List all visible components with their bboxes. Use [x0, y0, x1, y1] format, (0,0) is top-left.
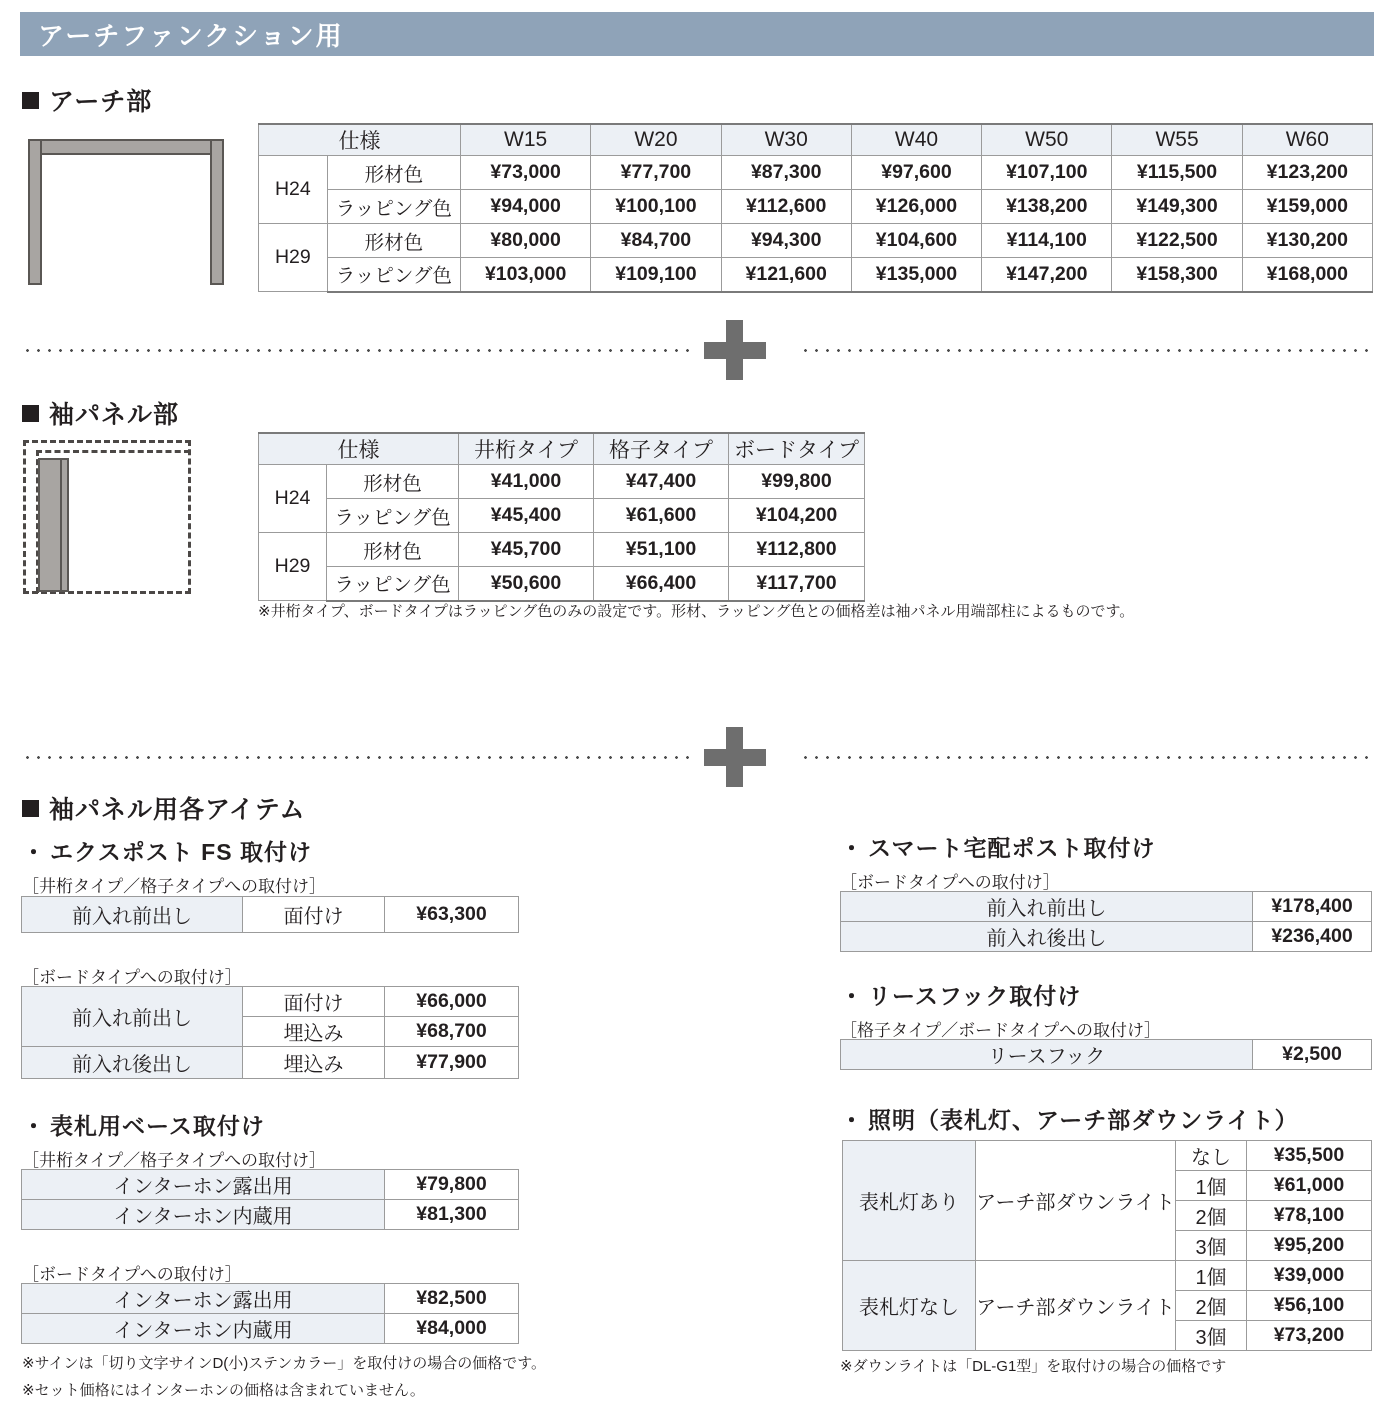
expost2-name: 前入れ後出し: [22, 1047, 243, 1079]
panel-price-table: [258, 432, 865, 602]
arch-price: ¥109,100: [591, 258, 721, 292]
arch-price: ¥84,700: [591, 224, 721, 258]
panel-col-board: ボードタイプ: [729, 433, 865, 465]
arch-price: ¥130,200: [1242, 224, 1372, 258]
bullet-dot-icon: ・: [840, 983, 864, 1009]
leasehook-name: リースフック: [841, 1040, 1253, 1070]
section-heading-items: [22, 790, 306, 826]
arch-price-table: [258, 123, 1373, 293]
expost1-name: 前入れ前出し: [22, 897, 243, 933]
panel-price: ¥41,000: [459, 465, 594, 499]
arch-price: ¥135,000: [851, 258, 981, 292]
lighting-downlight-label: アーチ部ダウンライト: [976, 1261, 1176, 1351]
smartpost-name: 前入れ前出し: [841, 892, 1253, 922]
lighting-price: ¥73,200: [1247, 1321, 1372, 1351]
table-row: [843, 1261, 1372, 1291]
expost2-mount: 埋込み: [243, 1017, 385, 1047]
expost1-price: ¥63,300: [385, 897, 519, 933]
nameplate1-name: インターホン内蔵用: [22, 1200, 385, 1230]
nameplate-note-1: ※サインは「切り文字サインD(小)ステンカラー」を取付けの場合の価格です。: [22, 1355, 547, 1372]
plus-icon: [704, 727, 766, 787]
lighting-qty: なし: [1176, 1141, 1247, 1171]
section-heading-items-label: 袖パネル用各アイテム: [49, 796, 306, 824]
section-heading-panel: [22, 395, 179, 431]
panel-price: ¥66,400: [594, 567, 729, 601]
arch-price: ¥112,600: [721, 190, 851, 224]
panel-finish-label: ラッピング色: [327, 499, 459, 533]
nameplate-sub2: ［ボードタイプへの取付け］: [22, 1265, 242, 1284]
arch-price: ¥73,000: [460, 156, 590, 190]
lighting-note: ※ダウンライトは「DL-G1型」を取付けの場合の価格です: [840, 1358, 1227, 1375]
arch-price: ¥158,300: [1112, 258, 1242, 292]
nameplate1-price: ¥79,800: [385, 1170, 519, 1200]
table-row: [22, 1170, 519, 1200]
arch-price: ¥126,000: [851, 190, 981, 224]
table-row: [259, 465, 865, 499]
section-heading-arch-label: アーチ部: [49, 88, 153, 116]
expost2-price: ¥66,000: [385, 987, 519, 1017]
arch-col-w15: W15: [460, 124, 590, 156]
panel-col-igeta: 井桁タイプ: [459, 433, 594, 465]
nameplate-table-1: [21, 1169, 519, 1230]
subsection-leasehook-label: リースフック取付け: [868, 983, 1082, 1009]
table-row: [22, 987, 519, 1017]
panel-height-h29: H29: [259, 533, 327, 601]
arch-price: ¥87,300: [721, 156, 851, 190]
expost2-price: ¥68,700: [385, 1017, 519, 1047]
panel-edge-post: [60, 458, 69, 592]
panel-price: ¥45,400: [459, 499, 594, 533]
panel-price: ¥50,600: [459, 567, 594, 601]
panel-height-h24: H24: [259, 465, 327, 533]
panel-table-note: ※井桁タイプ、ボードタイプはラッピング色のみの設定です。形材、ラッピング色との価格差は袖パネル用端部柱によるものです。: [258, 603, 1135, 620]
table-row: [259, 533, 865, 567]
separator-dots-right: [800, 756, 1372, 759]
table-row: [22, 1284, 519, 1314]
lighting-lamp-without: 表札灯なし: [843, 1261, 976, 1351]
lighting-qty: 1個: [1176, 1261, 1247, 1291]
table-row: [259, 567, 865, 601]
bullet-dot-icon: ・: [22, 839, 46, 865]
table-row: [841, 922, 1372, 952]
nameplate2-name: インターホン内蔵用: [22, 1314, 385, 1344]
lighting-price: ¥78,100: [1247, 1201, 1372, 1231]
arch-price: ¥107,100: [982, 156, 1112, 190]
table-row: [22, 1047, 519, 1079]
separator-dots-left: [22, 349, 694, 352]
nameplate-note-2: ※セット価格にはインターホンの価格は含まれていません。: [22, 1382, 425, 1399]
page-title: アーチファンクション用: [38, 20, 344, 51]
panel-finish-label: ラッピング色: [327, 567, 459, 601]
arch-spec-header: 仕様: [259, 124, 461, 156]
subsection-expost-label: エクスポスト FS 取付け: [50, 839, 312, 865]
plus-icon: [704, 320, 766, 380]
nameplate2-name: インターホン露出用: [22, 1284, 385, 1314]
lighting-qty: 2個: [1176, 1201, 1247, 1231]
subsection-smartpost-label: スマート宅配ポスト取付け: [868, 835, 1156, 861]
arch-col-w30: W30: [721, 124, 851, 156]
table-row: [259, 258, 1373, 292]
table-row: [259, 156, 1373, 190]
panel-price: ¥99,800: [729, 465, 865, 499]
leasehook-table: [840, 1039, 1372, 1070]
arch-height-h24: H24: [259, 156, 328, 224]
expost2-name: 前入れ前出し: [22, 987, 243, 1047]
arch-price: ¥94,000: [460, 190, 590, 224]
arch-col-w50: W50: [982, 124, 1112, 156]
lighting-qty: 3個: [1176, 1321, 1247, 1351]
lighting-price: ¥56,100: [1247, 1291, 1372, 1321]
page-title-bar: [20, 12, 1374, 56]
subsection-expost-title: [22, 834, 312, 867]
arch-price: ¥122,500: [1112, 224, 1242, 258]
arch-price: ¥103,000: [460, 258, 590, 292]
panel-price: ¥104,200: [729, 499, 865, 533]
arch-finish-label: 形材色: [327, 156, 460, 190]
bullet-dot-icon: ・: [840, 835, 864, 861]
panel-price: ¥112,800: [729, 533, 865, 567]
separator-plus-2: [0, 727, 1394, 787]
arch-price: ¥115,500: [1112, 156, 1242, 190]
leasehook-sub: ［格子タイプ／ボードタイプへの取付け］: [840, 1021, 1161, 1040]
lighting-qty: 2個: [1176, 1291, 1247, 1321]
arch-post-left: [28, 139, 42, 285]
arch-price: ¥104,600: [851, 224, 981, 258]
panel-finish-label: 形材色: [327, 465, 459, 499]
panel-price: ¥61,600: [594, 499, 729, 533]
table-row: [259, 224, 1373, 258]
panel-price: ¥45,700: [459, 533, 594, 567]
arch-price: ¥114,100: [982, 224, 1112, 258]
subsection-nameplate-label: 表札用ベース取付け: [50, 1113, 265, 1139]
table-row: [843, 1141, 1372, 1171]
arch-col-w55: W55: [1112, 124, 1242, 156]
subsection-leasehook-title: [840, 978, 1081, 1011]
table-row: [841, 1040, 1372, 1070]
separator-plus-1: [0, 320, 1394, 380]
subsection-lighting-label: 照明（表札灯、アーチ部ダウンライト）: [868, 1107, 1299, 1133]
nameplate2-price: ¥82,500: [385, 1284, 519, 1314]
table-row: [841, 892, 1372, 922]
lighting-price: ¥35,500: [1247, 1141, 1372, 1171]
arch-beam: [28, 139, 224, 155]
arch-price: ¥80,000: [460, 224, 590, 258]
separator-dots-left: [22, 756, 694, 759]
section-heading-panel-label: 袖パネル部: [49, 401, 180, 429]
separator-dots-right: [800, 349, 1372, 352]
smartpost-price: ¥178,400: [1253, 892, 1372, 922]
expost-sub1: ［井桁タイプ／格子タイプへの取付け］: [22, 877, 326, 896]
subsection-lighting-title: [840, 1102, 1299, 1135]
nameplate-sub1: ［井桁タイプ／格子タイプへの取付け］: [22, 1151, 326, 1170]
arch-price: ¥147,200: [982, 258, 1112, 292]
smartpost-price: ¥236,400: [1253, 922, 1372, 952]
panel-slab: [38, 458, 62, 592]
table-row: [22, 1314, 519, 1344]
smartpost-table: [840, 891, 1372, 952]
lighting-qty: 3個: [1176, 1231, 1247, 1261]
panel-price: ¥47,400: [594, 465, 729, 499]
expost-table-1: [21, 896, 519, 933]
arch-price: ¥149,300: [1112, 190, 1242, 224]
arch-finish-label: 形材色: [327, 224, 460, 258]
expost-sub2: ［ボードタイプへの取付け］: [22, 968, 242, 987]
panel-price: ¥117,700: [729, 567, 865, 601]
arch-price: ¥77,700: [591, 156, 721, 190]
arch-price: ¥121,600: [721, 258, 851, 292]
expost2-mount: 面付け: [243, 987, 385, 1017]
bullet-square-icon: [22, 405, 39, 422]
lighting-price: ¥39,000: [1247, 1261, 1372, 1291]
arch-price: ¥123,200: [1242, 156, 1372, 190]
bullet-dot-icon: ・: [22, 1113, 46, 1139]
arch-price: ¥159,000: [1242, 190, 1372, 224]
panel-finish-label: 形材色: [327, 533, 459, 567]
expost1-mount: 面付け: [243, 897, 385, 933]
arch-height-h29: H29: [259, 224, 328, 292]
expost-table-2: [21, 986, 519, 1079]
bullet-dot-icon: ・: [840, 1107, 864, 1133]
nameplate-table-2: [21, 1283, 519, 1344]
arch-finish-label: ラッピング色: [327, 190, 460, 224]
arch-finish-label: ラッピング色: [327, 258, 460, 292]
smartpost-sub: ［ボードタイプへの取付け］: [840, 873, 1060, 892]
lighting-table: [842, 1140, 1372, 1351]
table-row: [259, 190, 1373, 224]
leasehook-price: ¥2,500: [1253, 1040, 1372, 1070]
table-row: [22, 1200, 519, 1230]
arch-price: ¥100,100: [591, 190, 721, 224]
table-row: [22, 897, 519, 933]
smartpost-name: 前入れ後出し: [841, 922, 1253, 952]
arch-price: ¥97,600: [851, 156, 981, 190]
arch-col-w40: W40: [851, 124, 981, 156]
lighting-downlight-label: アーチ部ダウンライト: [976, 1141, 1176, 1261]
nameplate1-price: ¥81,300: [385, 1200, 519, 1230]
panel-table-header-row: [259, 433, 865, 465]
arch-col-w20: W20: [591, 124, 721, 156]
bullet-square-icon: [22, 92, 39, 109]
bullet-square-icon: [22, 800, 39, 817]
nameplate1-name: インターホン露出用: [22, 1170, 385, 1200]
table-row: [259, 499, 865, 533]
nameplate2-price: ¥84,000: [385, 1314, 519, 1344]
panel-spec-header: 仕様: [259, 433, 459, 465]
arch-price: ¥168,000: [1242, 258, 1372, 292]
arch-price: ¥138,200: [982, 190, 1112, 224]
panel-price: ¥51,100: [594, 533, 729, 567]
expost2-price: ¥77,900: [385, 1047, 519, 1079]
subsection-nameplate-title: [22, 1108, 265, 1141]
section-heading-arch: [22, 82, 152, 118]
arch-col-w60: W60: [1242, 124, 1372, 156]
lighting-qty: 1個: [1176, 1171, 1247, 1201]
subsection-smartpost-title: [840, 830, 1156, 863]
expost2-mount: 埋込み: [243, 1047, 385, 1079]
lighting-lamp-with: 表札灯あり: [843, 1141, 976, 1261]
arch-table-header-row: [259, 124, 1373, 156]
lighting-price: ¥95,200: [1247, 1231, 1372, 1261]
arch-post-right: [210, 139, 224, 285]
lighting-price: ¥61,000: [1247, 1171, 1372, 1201]
arch-price: ¥94,300: [721, 224, 851, 258]
panel-col-koushi: 格子タイプ: [594, 433, 729, 465]
